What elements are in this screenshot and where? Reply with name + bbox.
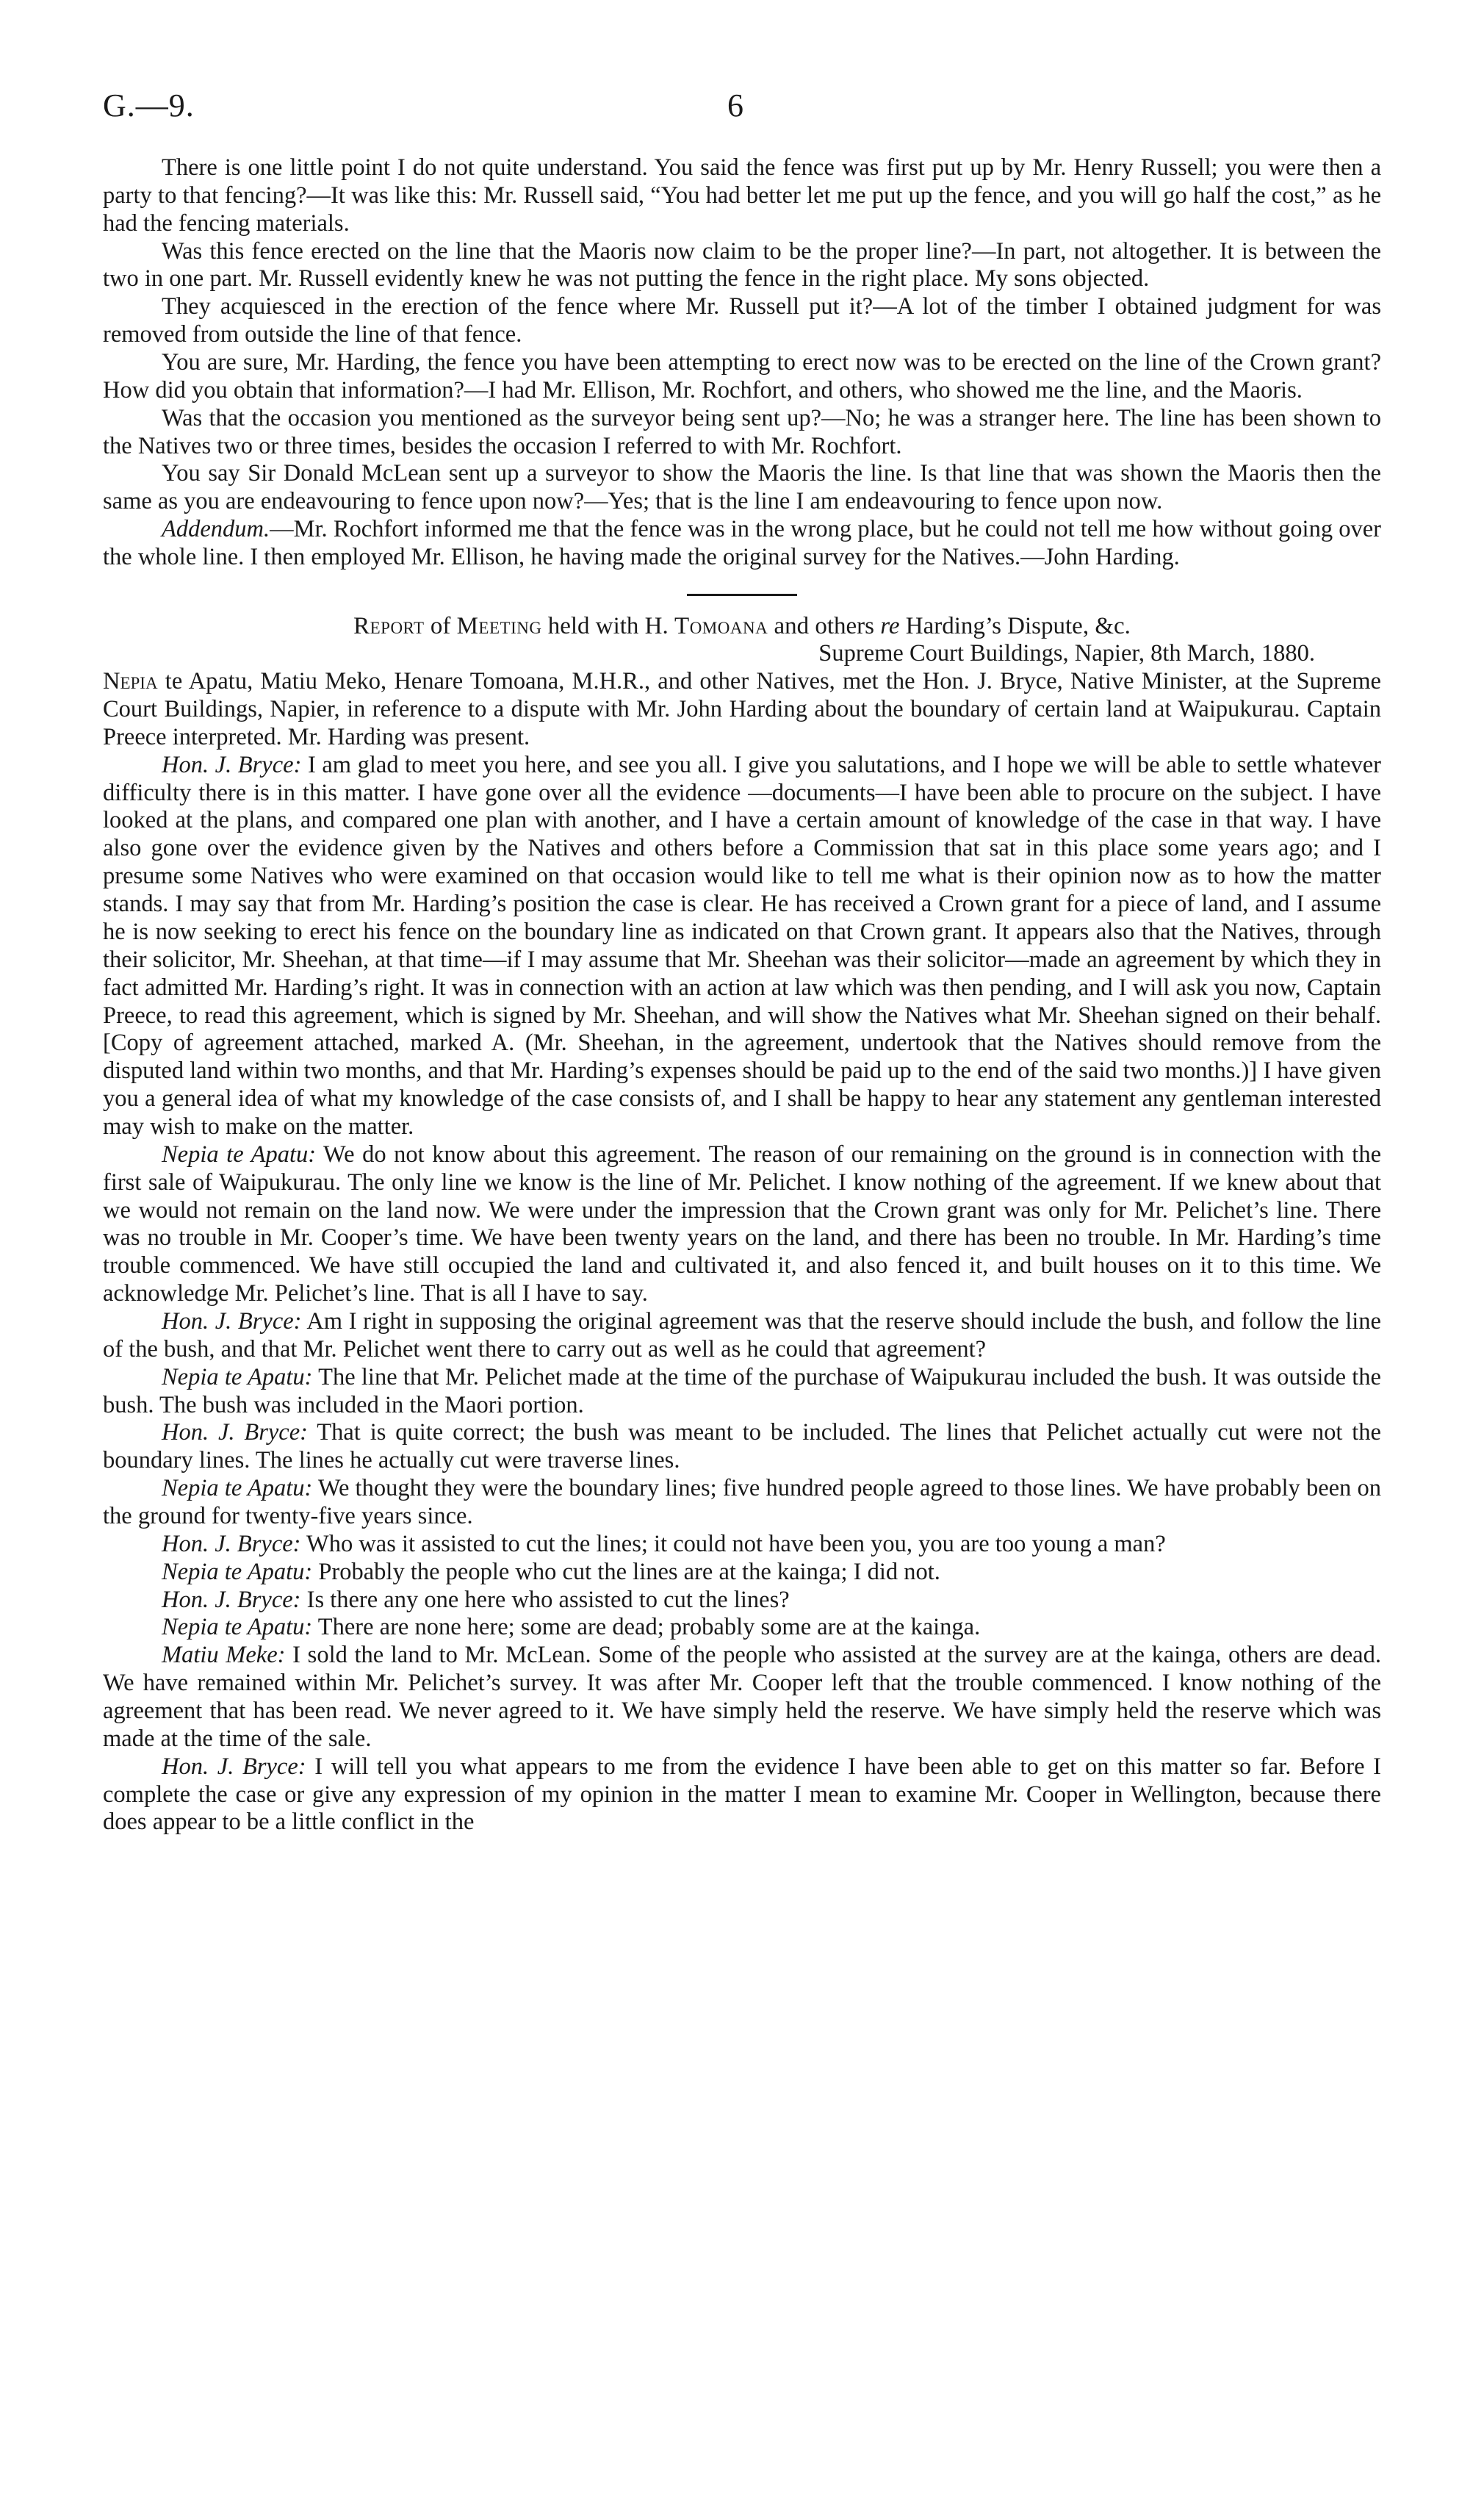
speech (103, 1642, 1381, 1753)
speech (103, 1308, 1381, 1364)
speech (103, 1559, 1381, 1587)
speech (103, 752, 1381, 1141)
dateline: Supreme Court Buildings, Napier, 8th March, 1880. (818, 640, 1315, 667)
heading-part: Harding’s Dispute, &c. (899, 612, 1131, 639)
paper-reference: G.—9. (103, 87, 195, 123)
speech-text: Am I right in supposing the original agreement was that the reserve should include the bush, and follow the line of the bush, and that Mr. Pelichet went there to carry out as well as he could that agreement? (103, 1307, 1381, 1362)
heading-part: Report (353, 612, 425, 639)
paragraph: Was that the occasion you mentioned as the surveyor being sent up?—No; he was a stranger here. The line has been shown to the Natives two or three times, besides the occasion I referred to with Mr. Rochfort. (103, 404, 1381, 459)
heading-part: Meeting (456, 612, 542, 639)
speaker-name: Nepia te Apatu: (162, 1141, 317, 1168)
speaker-name: Hon. J. Bryce: (162, 1419, 308, 1446)
section-divider (687, 594, 797, 596)
paragraph: They acquiesced in the erection of the fence where Mr. Russell put it?—A lot of the timber I obtained judgment for was removed from outside the line of that fence. (103, 293, 1381, 348)
speaker-name: Nepia te Apatu: (162, 1558, 313, 1585)
speech (103, 1587, 1381, 1615)
heading-part: of (424, 612, 457, 639)
speaker-name: Hon. J. Bryce: (162, 1586, 301, 1613)
speech-text: Who was it assisted to cut the lines; it could not have been you, you are too young a man? (300, 1530, 1166, 1557)
heading-part: and others (768, 612, 881, 639)
section-heading (103, 612, 1381, 640)
paragraph: Was this fence erected on the line that the Maoris now claim to be the proper line?—In part, not altogether. It is between the two in one part. Mr. Russell evidently knew he was not putting the fence in the right place. My sons objected. (103, 237, 1381, 292)
speech (103, 1141, 1381, 1308)
speech-text: The line that Mr. Pelichet made at the time of the purchase of Waipukurau included the bush. It was outside the bush. The bush was included in the Maori portion. (103, 1363, 1381, 1418)
paragraph (103, 668, 1381, 752)
page-number: 6 (727, 87, 743, 123)
speech (103, 1614, 1381, 1642)
speaker-name: Hon. J. Bryce: (162, 1530, 301, 1557)
speaker-name: Hon. J. Bryce: (162, 1753, 306, 1780)
heading-part: held with H. (541, 612, 675, 639)
speech-text: I am glad to meet you here, and see you all. I give you salutations, and I hope we will be able to settle whatever difficulty there is in this matter. I have gone over all the evidence —documents—I have been able to procure on the subject. I have looked at the plans, and compared one plan with another, and I have a certain amount of knowledge of the case in that way. I have also gone over the evidence given by the Natives and others before a Commission that sat in this place some years ago; and I presume some Natives who were examined on that occasion would like to tell me what is their opinion now as to how the matter stands. I may say that from Mr. Harding’s position the case is clear. He has received a Crown grant for a piece of land, and I assume he is now seeking to erect his fence on the boundary line as indicated on that Crown grant. It appears also that the Natives, through their solicitor, Mr. Sheehan, at that time—if I may assume that Mr. Sheehan was their solicitor—made an agreement by which they in fact admitted Mr. Harding’s right. It was in connection with an action at law which was then pending, and I will ask you now, Captain Preece, to read this agreement, which is signed by Mr. Sheehan, and will show the Natives what Mr. Sheehan signed on their behalf. [Copy of agreement attached, marked A. (Mr. Sheehan, in the agreement, undertook that the Natives should remove from the disputed land within two months, and that Mr. Harding’s expenses should be paid up to the end of the said two months.)] I have given you a general idea of what my knowledge of the case consists of, and I shall be happy to hear any statement any gentleman interested may wish to make on the matter. (103, 751, 1381, 1140)
paragraph: You say Sir Donald McLean sent up a surveyor to show the Maoris the line. Is that line that was shown the Maoris then the same as you are endeavouring to fence upon now?—Yes; that is the line I am endeavouring to fence upon now. (103, 460, 1381, 515)
speech (103, 1364, 1381, 1420)
speaker-name: Nepia te Apatu: (162, 1363, 313, 1390)
speech-text: Probably the people who cut the lines are at the kainga; I did not. (312, 1558, 940, 1585)
speaker-name: Nepia te Apatu: (162, 1475, 313, 1502)
speech-text: I sold the land to Mr. McLean. Some of the people who assisted at the survey are at the kainga, others are dead. We have remained within Mr. Pelichet’s survey. It was after Mr. Cooper left that the trouble commenced. I know nothing of the agreement that has been read. We never agreed to it. We have simply held the reserve. We have simply held the reserve which was made at the time of the sale. (103, 1642, 1381, 1752)
addendum-text: —Mr. Rochfort informed me that the fence was in the wrong place, but he could not tell me how without going over the whole line. I then employed Mr. Ellison, he having made the original survey for the Natives.—John Harding. (103, 516, 1381, 571)
speaker-name: Hon. J. Bryce: (162, 1307, 302, 1335)
addendum-paragraph (103, 516, 1381, 572)
speaker-name: Matiu Meke: (162, 1642, 286, 1669)
heading-part: re (880, 612, 900, 639)
paragraph: There is one little point I do not quite understand. You said the fence was first put up by Mr. Henry Russell; you were then a party to that fencing?—It was like this: Mr. Russell said, “You had better let me put up the fence, and you will go half the cost,” as he had the fencing materials. (103, 154, 1381, 237)
speaker-name: Nepia te Apatu: (162, 1614, 313, 1641)
paragraph: You are sure, Mr. Harding, the fence you have been attempting to erect now was to be erected on the line of the Crown grant? How did you obtain that information?—I had Mr. Ellison, Mr. Rochfort, and others, who showed me the line, and the Maoris. (103, 349, 1381, 403)
speech (103, 1475, 1381, 1531)
lead-word: Nepia (103, 668, 158, 695)
speaker-name: Hon. J. Bryce: (162, 751, 302, 778)
speech-text: We do not know about this agreement. The reason of our remaining on the ground is in connection with the first sale of Waipukurau. The only line we know is the line of Mr. Pelichet. I know nothing of the agreement. If we knew about that we would not remain on the land now. We were under the impression that the Crown grant was only for Mr. Pelichet’s line. There was no trouble in Mr. Cooper’s time. We have been twenty years on the land, and there has been no trouble. In Mr. Harding’s time trouble commenced. We have still occupied the land and cultivated it, and also fenced it, and built houses on it to this time. We acknowledge Mr. Pelichet’s line. That is all I have to say. (103, 1141, 1381, 1307)
document-body (103, 154, 1381, 1836)
speech-text: I will tell you what appears to me from the evidence I have been able to get on this matter so far. Before I complete the case or give any expression of my opinion in the matter I mean to examine Mr. Cooper in Wellington, because there does appear to be a little conflict in the (103, 1753, 1381, 1836)
heading-part: Tomoana (674, 612, 768, 639)
paragraph-text: te Apatu, Matiu Meko, Henare Tomoana, M.H.R., and other Natives, met the Hon. J. Bryce, Native Minister, at the Supreme Court Buildings, Napier, in reference to a dispute with Mr. John Harding about the boundary of certain land at Waipukurau. Captain Preece interpreted. Mr. Harding was present. (103, 668, 1381, 750)
speech-text: Is there any one here who assisted to cut the lines? (300, 1586, 790, 1613)
speech (103, 1753, 1381, 1837)
speech-text: There are none here; some are dead; probably some are at the kainga. (312, 1614, 981, 1641)
addendum-label: Addendum. (162, 516, 270, 543)
speech-text: That is quite correct; the bush was meant to be included. The lines that Pelichet actually cut were not the boundary lines. The lines he actually cut were traverse lines. (103, 1419, 1381, 1474)
speech-text: We thought they were the boundary lines; five hundred people agreed to those lines. We have probably been on the ground for twenty-five years since. (103, 1475, 1381, 1529)
speech (103, 1419, 1381, 1475)
speech (103, 1531, 1381, 1559)
